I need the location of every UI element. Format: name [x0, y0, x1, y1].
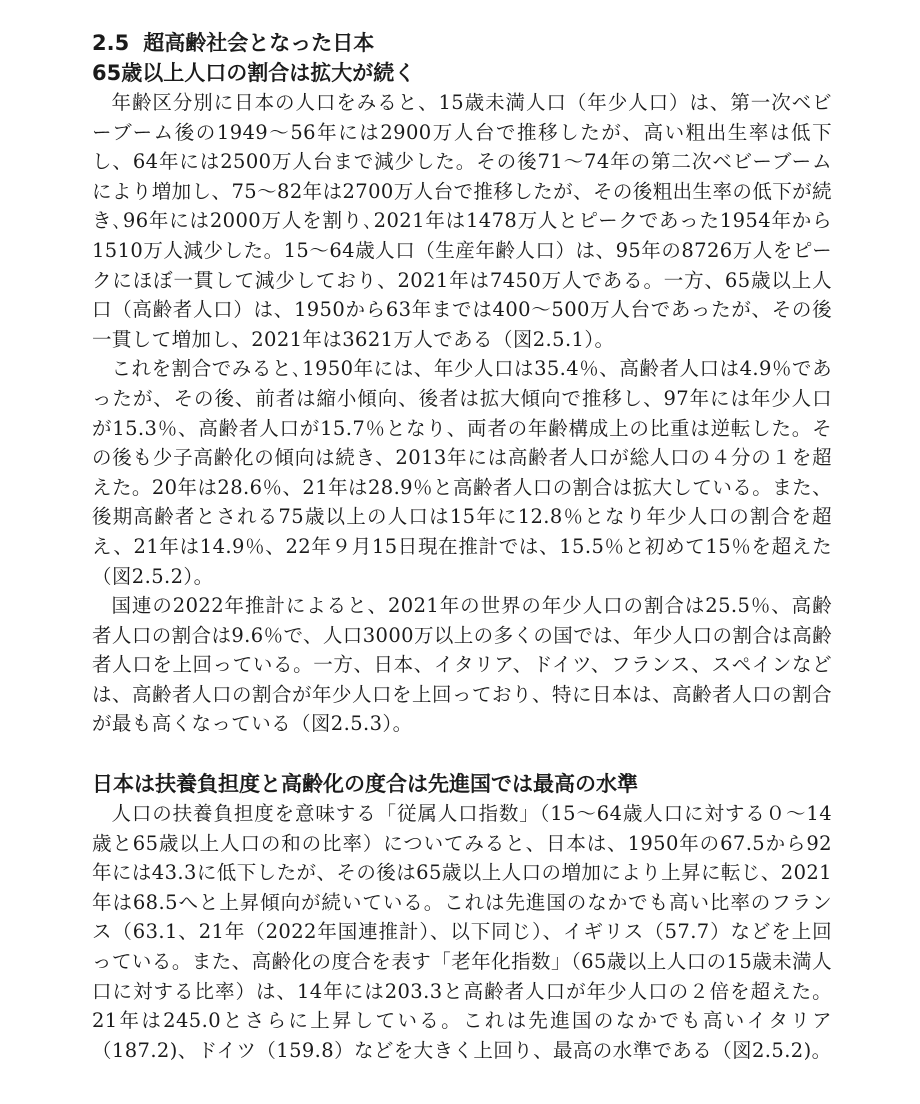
body-paragraph: 年齢区分別に日本の人口をみると、15歳未満人口（年少人口）は、第一次ベビーブーム後の1949～56年には2900万人台で推移したが、高い粗出生率は低下し、64年には2500万人台まで減少した。その後71～74年の第二次ベビーブームにより増加し、75～82年は2700万人台で推移したが、その後粗出生率の低下が続き､96年には2000万人を割り､2021年は1478万人とピークであった1954年から1510万人減少した。15～64歳人口（生産年齢人口）は、95年の8726万人をピークにほぼ一貫して減少しており、2021年は7450万人である。一方、65歳以上人口（高齢者人口）は、1950から63年までは400～500万人台であったが、その後一貫して増加し、2021年は3621万人である（図2.5.1）。	[92, 91, 832, 351]
section-subheading: 65歳以上人口の割合は拡大が続く	[92, 61, 416, 85]
section-title-text: 超高齢社会となった日本	[143, 31, 375, 55]
section-number: 2.5	[92, 31, 130, 55]
body-paragraph: 人口の扶養負担度を意味する「従属人口指数」（15～64歳人口に対する０～14歳と65歳以上人口の和の比率）についてみると、日本は、1950年の67.5から92年には43.3に低下したが、その後は65歳以上人口の増加により上昇に転じ、2021年は68.5へと上昇傾向が続いている。これは先進国のなかでも高い比率のフランス（63.1、21年（2022年国連推計）、以下同じ）、イギリス（57.7）などを上回っている。また、高齢化の度合を表す「老年化指数」（65歳以上人口の15歳未満人口に対する比率）は、14年には203.3と高齢者人口が年少人口の２倍を超えた。21年は245.0とさらに上昇している。これは先進国のなかでも高いイタリア（187.2)、ドイツ（159.8）などを大きく上回り、最高の水準である（図2.5.2)。	[92, 802, 832, 1062]
body-paragraph: これを割合でみると､1950年には、年少人口は35.4％、高齢者人口は4.9％であったが、その後、前者は縮小傾向、後者は拡大傾向で推移し、97年には年少人口が15.3％、高齢者人口が15.7％となり、両者の年齢構成上の比重は逆転した。その後も少子高齢化の傾向は続き、2013年には高齢者人口が総人口の４分の１を超えた。20年は28.6％、21年は28.9％と高齢者人口の割合は拡大している。また、後期高齢者とされる75歳以上の人口は15年に12.8％となり年少人口の割合を超え、21年は14.9％、22年９月15日現在推計では、15.5％と初めて15％を超えた（図2.5.2）。	[92, 357, 832, 588]
document-page	[92, 28, 832, 1065]
body-paragraph: 国連の2022年推計によると、2021年の世界の年少人口の割合は25.5％、高齢者人口の割合は9.6％で、人口3000万以上の多くの国では、年少人口の割合は高齢者人口を上回っている。一方、日本、イタリア、ドイツ、フランス、スペインなどは、高齢者人口の割合が年少人口を上回っており、特に日本は、高齢者人口の割合が最も高くなっている（図2.5.3）。	[92, 594, 832, 736]
section-title	[92, 28, 832, 58]
subsection-heading: 日本は扶養負担度と高齢化の度合は先進国では最高の水準	[92, 772, 638, 797]
